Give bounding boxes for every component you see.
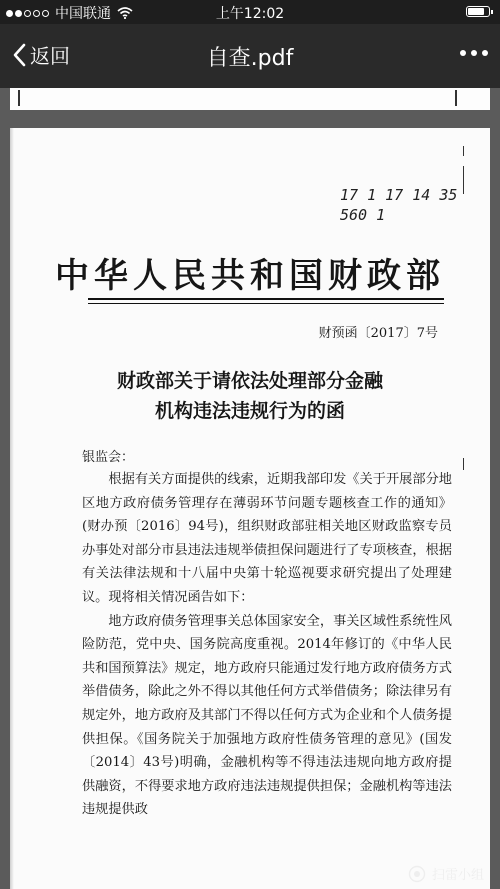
page-title: 自查.pdf (206, 46, 294, 71)
watermark-logo-icon (408, 865, 426, 883)
letterhead-rule-thin (88, 303, 444, 304)
watermark (408, 864, 484, 883)
body-paragraph-1: 根据有关方面提供的线索，近期我部印发《关于开展部分地区地方政府债务管理存在薄弱环节问题专题核查工作的通知》(财办预〔2016〕94号)，组织财政部驻相关地区财政监察专员办事处对部分市县违法违规举债担保问题进行了专项核查，根据有关法律法规和十八届中央第十轮巡视要求研究提出了处理建议。现将相关情况函告如下： (82, 472, 452, 605)
pdf-page (10, 128, 490, 889)
scan-shadow (10, 128, 14, 889)
battery-icon (466, 6, 490, 17)
handwritten-note-2: 560 1 (340, 206, 386, 224)
status-bar (0, 0, 500, 24)
clock: 上午12:02 (215, 6, 285, 22)
body-paragraph-2: 地方政府债务管理事关总体国家安全，事关区域性系统性风险防范，党中央、国务院高度重视。2014年修订的《中华人民共和国预算法》规定，地方政府只能通过发行地方政府债务方式举借债务，除此之外不得以其他任何方式举借债务；除法律另有规定外，地方政府及其部门不得以任何方式为企业和个人债务提供担保。《国务院关于加强地方政府性债务管理的意见》(国发〔2014〕43号)明确，金融机构等不得违法违规向地方政府提供融资，不得要求地方政府违法违规提供担保；金融机构等违法违规提供政 (82, 613, 452, 818)
previous-page-bottom (10, 88, 490, 110)
document-title-line-2: 机构违法违规行为的函 (154, 400, 345, 422)
letterhead-rule (88, 298, 444, 300)
letterhead-title: 中华人民共和国财政部 (55, 256, 445, 296)
carrier-label: 中国联通 (55, 6, 111, 22)
document-body (82, 468, 452, 822)
more-options-icon[interactable] (460, 50, 488, 56)
back-label: 返回 (30, 44, 70, 68)
document-number: 财预函〔2017〕7号 (318, 326, 438, 341)
scan-mark (463, 458, 465, 470)
scan-mark (463, 146, 465, 156)
scan-mark (463, 166, 465, 194)
document-title-line-1: 财政部关于请依法处理部分金融 (116, 370, 383, 392)
document-title (10, 366, 490, 426)
pdf-viewer[interactable] (0, 88, 500, 889)
watermark-text: 扫雷小组 (431, 868, 484, 883)
handwritten-note-1: 17 1 17 14 35 (340, 186, 458, 204)
addressee: 银监会： (82, 450, 135, 465)
navigation-bar (0, 24, 500, 88)
